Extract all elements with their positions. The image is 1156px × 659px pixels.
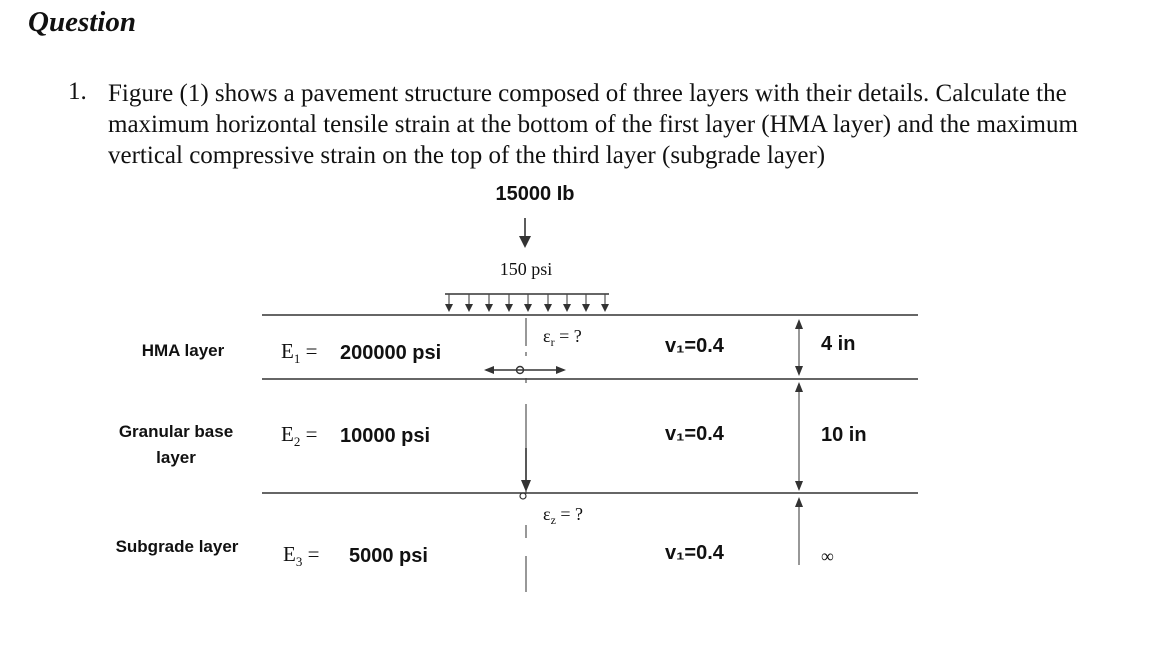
poisson-layer-3: v₁=0.4 (665, 542, 724, 564)
thickness-layer-2: 10 in (821, 424, 867, 446)
thickness-layer-3: ∞ (821, 546, 834, 566)
thickness-arrow-layer-2-icon (795, 382, 803, 491)
modulus-value-layer-2: 10000 psi (340, 425, 431, 447)
load-label: 15000 Ib (495, 183, 575, 205)
layer-name-base-line2: layer (156, 448, 196, 467)
layer-name-base-line1: Granular base (118, 422, 234, 441)
pressure-arrows-icon (445, 294, 609, 312)
modulus-value-layer-3: 5000 psi (349, 545, 428, 567)
thickness-arrow-layer-3-icon (795, 497, 803, 565)
question-text: Figure (1) shows a pavement structure composed of three layers with their details. Calculate the maximum horizontal tensile strain at the bottom of the first layer (HMA layer) and the maximum vertical compressive strain on the top of the third layer (subgrade layer) (108, 80, 1078, 169)
tensile-strain-arrow-icon (484, 366, 566, 374)
layer-name-subgrade: Subgrade layer (115, 537, 239, 556)
pressure-label: 150 psi (499, 259, 553, 279)
tensile-strain-label: $\varepsilon_r$ = ? (543, 326, 582, 349)
thickness-arrow-layer-1-icon (795, 319, 803, 376)
modulus-symbol-layer-3: $E_3$ = (283, 542, 320, 569)
question-number: 1. (68, 78, 87, 105)
poisson-layer-2: v₁=0.4 (665, 423, 724, 445)
thickness-layer-1: 4 in (821, 333, 856, 355)
question-heading: Question (28, 6, 136, 38)
modulus-symbol-layer-1: $E_1$ = (281, 339, 318, 366)
compressive-strain-label: $\varepsilon_z$ = ? (543, 504, 584, 527)
modulus-value-layer-1: 200000 psi (340, 342, 442, 364)
modulus-symbol-layer-2: $E_2$ = (281, 422, 318, 449)
layer-name-hma: HMA layer (141, 341, 225, 360)
load-arrow-icon (519, 218, 531, 248)
poisson-layer-1: v₁=0.4 (665, 335, 724, 357)
